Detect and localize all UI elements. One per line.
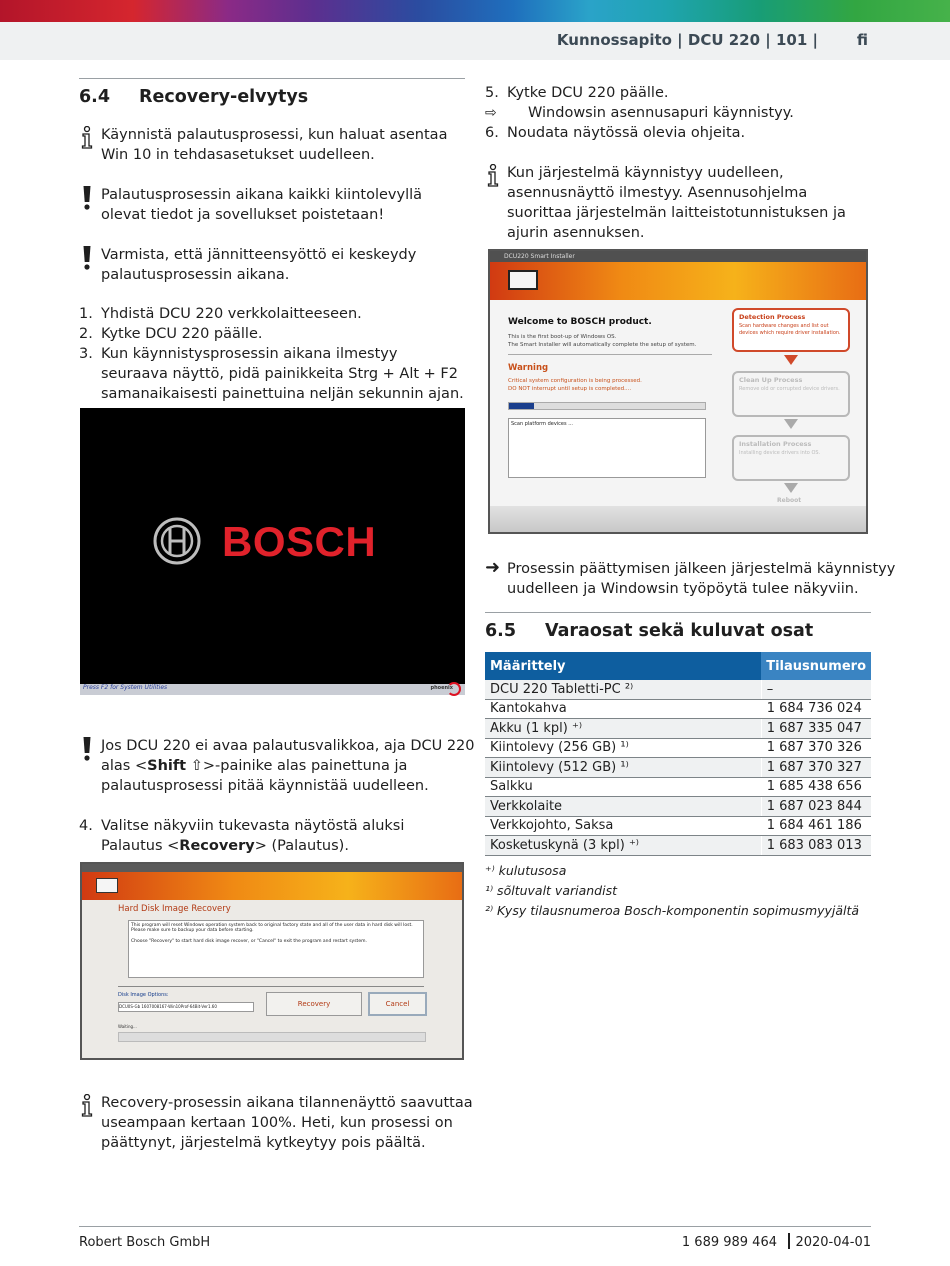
recovery-description-box: This program will reset Windows operation system back to original factory state and all of the user data in hard disk will lost. Please make sure to backup your data before starting. Choose "Recovery" to start hard disk image recover, or "Cancel" to exit the program and restart system. (128, 920, 424, 978)
section-heading-6-5 (485, 612, 871, 645)
arrow-down-icon (784, 419, 798, 429)
recovery-screenshot: Hard Disk Image Recovery This program will reset Windows operation system back to original factory state and all of the user data in hard disk will lost. Please make sure to backup your data before starting. Choose "Recovery" to start hard disk image recover, or "Cancel" to exit the program and restart system. Disk Image Options: DCU0S-Gb 1607008167-Win10Prof-64Bit-Ver1.60 Recovery Cancel Waiting... (80, 862, 464, 1060)
section-number: 6.5 (485, 621, 517, 641)
arrow-down-icon (784, 355, 798, 365)
list-item: 6. Noudata näytössä olevia ohjeita. (485, 125, 746, 141)
language-code: fi (856, 31, 868, 49)
footnote: ¹⁾ sõltuvalt variandist (485, 882, 617, 898)
table-row: Kiintolevy (256 GB) ¹⁾ 1 687 370 326 (485, 738, 871, 758)
recovery-progress-bar (118, 1032, 426, 1042)
document-date: 2020-04-01 (795, 1235, 871, 1250)
step-list (79, 304, 465, 404)
info-text: Recovery-prosessin aikana tilannenäyttö saavuttaa useampaan kertaan 100%. Heti, kun prosessi on päättynyt, järjestelmä kytkeytyy pois päältä. (101, 1095, 473, 1151)
warning-text: Varmista, että jännitteensyöttö ei keskeydy palautusprosessin aikana. (101, 247, 417, 283)
list-item: 4. Valitse näkyviin tukevasta näytöstä aluksi Palautus <Recovery> (Palautus). (79, 818, 405, 854)
list-item: 3. Kun käynnistysprosessin aikana ilmestyy seuraava näyttö, pidä painikkeita Strg + Alt + F2 samanaikaisesti painettuina neljän sekunnin ajan. (79, 346, 464, 402)
info-note (79, 1093, 487, 1153)
recovery-button[interactable]: Recovery (266, 992, 362, 1016)
header-title: Kunnossapito | DCU 220 | 101 | (556, 31, 818, 49)
spare-parts-table (485, 652, 871, 856)
step-result: ⇨ Windowsin asennusapuri käynnistyy. (485, 105, 794, 121)
warning-text: Palautusprosessin aikana kaikki kiintolevyllä olevat tiedot ja sovellukset poistetaan! (101, 187, 423, 223)
table-row: Salkku 1 685 438 656 (485, 777, 871, 797)
info-text: Kun järjestelmä käynnistyy uudelleen, asennusnäyttö ilmestyy. Asennusohjelma suorittaa järjestelmän laitteistotunnistuksen ja ajurin asennuksen. (507, 165, 846, 241)
info-text: Käynnistä palautusprosessi, kun haluat asentaa Win 10 in tehdasasetukset uudelleen. (101, 127, 448, 163)
step-list (79, 816, 465, 856)
page-header (0, 22, 950, 60)
info-icon (79, 1094, 95, 1118)
bosch-boot-screenshot (80, 408, 465, 695)
result-arrow-icon: ⇨ (485, 105, 497, 121)
phoenix-logo-icon (447, 682, 461, 696)
laptop-icon (96, 878, 118, 893)
section-title: Recovery-elvytys (139, 87, 309, 107)
warning-icon (79, 737, 95, 761)
warning-icon (79, 186, 95, 210)
list-item: 2. Kytke DCU 220 päälle. (79, 326, 263, 342)
warning-note (79, 185, 465, 225)
company-name: Robert Bosch GmbH (79, 1235, 211, 1250)
column-header: Tilausnumero (761, 652, 871, 680)
step-list (485, 83, 871, 143)
bosch-armature-logo (152, 516, 202, 566)
page-footer (79, 1226, 871, 1250)
result-arrow-icon: ➜ (485, 557, 501, 578)
smart-installer-screenshot: DCU220 Smart Installer Welcome to BOSCH product. This is the first boot-up of Windows OS. The Smart Installer will automatically complete the setup of system. Warning Critical system configuration is being processed. DO NOT interrupt until setup is completed.... Scan platform devices ... Detection Process Scan hardware changes and list out devices which require driver installation. Clean Up Process Remove old or corrupted device drivers. Installation Process Installing device drivers into OS. Reboot (488, 249, 868, 534)
warning-text: Jos DCU 220 ei avaa palautusvalikkoa, aja DCU 220 alas <Shift ⇧>-painike alas painettuna ja palautusprosessi pitää käynnistää uudelleen. (101, 738, 475, 794)
installer-banner (490, 262, 866, 300)
laptop-icon (508, 270, 538, 290)
footnote: ⁺⁾ kulutusosa (485, 862, 567, 878)
warning-note (79, 245, 465, 285)
list-item: 5. Kytke DCU 220 päälle. (485, 85, 669, 101)
window-titlebar: DCU220 Smart Installer (490, 251, 866, 262)
warning-icon (79, 246, 95, 270)
cancel-button[interactable]: Cancel (368, 992, 427, 1016)
list-item: 1. Yhdistä DCU 220 verkkolaitteeseen. (79, 306, 362, 322)
setup-progress-bar (508, 402, 706, 410)
footer-separator (788, 1233, 790, 1249)
bios-status-bar: Press F2 for System Utilities phoenix (80, 684, 465, 695)
log-box: Scan platform devices ... (508, 418, 706, 478)
left-column (79, 78, 465, 404)
section-6-5 (485, 612, 871, 921)
final-result: ➜ Prosessin päättymisen jälkeen järjestelmä käynnistyy uudelleen ja Windowsin työpöytä tulee näkyviin. (485, 557, 896, 597)
recovery-banner (82, 872, 462, 900)
cleanup-process-box: Clean Up Process Remove old or corrupted device drivers. (732, 371, 850, 417)
arrow-down-icon (784, 483, 798, 493)
table-row: Kosketuskynä (3 kpl) ⁺⁾ 1 683 083 013 (485, 836, 871, 856)
section-heading-6-4 (79, 78, 465, 111)
table-header-row (485, 652, 871, 680)
table-row: DCU 220 Tabletti-PC ²⁾ – (485, 680, 871, 699)
info-icon (79, 126, 95, 150)
installation-process-box: Installation Process Installing device drivers into OS. (732, 435, 850, 481)
section-number: 6.4 (79, 87, 111, 107)
disk-image-select[interactable]: DCU0S-Gb 1607008167-Win10Prof-64Bit-Ver1.60 (118, 1002, 254, 1012)
footnotes (485, 861, 871, 921)
info-icon (485, 164, 501, 188)
table-row: Kiintolevy (512 GB) ¹⁾ 1 687 370 327 (485, 758, 871, 778)
warning-note (79, 736, 487, 796)
brand-color-stripe (0, 0, 950, 22)
info-note (485, 163, 871, 243)
table-row: Akku (1 kpl) ⁺⁾ 1 687 335 047 (485, 719, 871, 739)
detection-process-box: Detection Process Scan hardware changes and list out devices which require driver installation. (732, 308, 850, 352)
table-row: Verkkolaite 1 687 023 844 (485, 797, 871, 817)
document-number: 1 689 989 464 (681, 1235, 777, 1250)
section-title: Varaosat sekä kuluvat osat (545, 621, 814, 641)
table-row: Kantokahva 1 684 736 024 (485, 699, 871, 719)
right-column (485, 83, 871, 243)
footnote: ²⁾ Kysy tilausnumeroa Bosch-komponentin sopimusmyyjältä (485, 902, 860, 918)
table-row: Verkkojohto, Saksa 1 684 461 186 (485, 816, 871, 836)
info-note (79, 125, 465, 165)
column-header: Määrittely (485, 652, 761, 680)
bosch-wordmark: BOSCH (222, 518, 377, 565)
